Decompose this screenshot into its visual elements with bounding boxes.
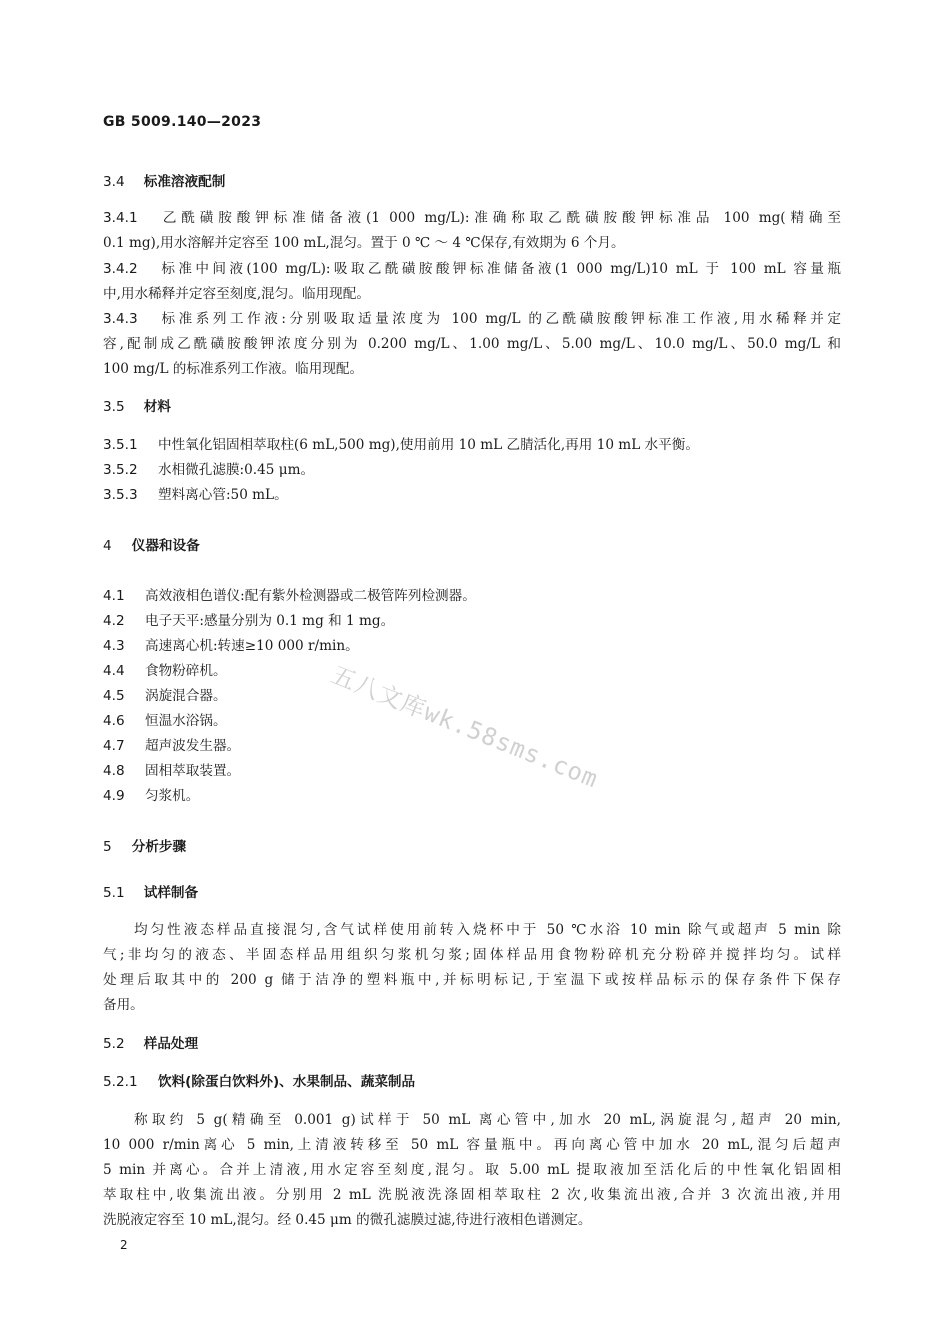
clause-number: 4.4 [103,663,125,679]
paragraph-line [103,208,841,228]
clause-number: 3.4.1 [103,210,138,226]
paragraph-line: 气;非均匀的液态、半固态样品用组织匀浆机匀浆;固体样品用食物粉碎机充分粉碎并搅拌均匀。试样 [103,947,841,963]
clause-text: 乙酰磺胺酸钾标准储备液(1 000 mg/L):准确称取乙酰磺胺酸钾标准品 100 mg(精确至 [158,210,841,226]
paragraph-line: 100 mg/L 的标准系列工作液。临用现配。 [103,361,364,377]
clause-number: 4.5 [103,688,125,704]
clause-number: 4.1 [103,588,125,604]
list-item [103,611,841,631]
clause-text: 涡旋混合器。 [145,688,227,704]
section-number: 3.5 [103,399,125,415]
list-item [103,661,841,681]
paragraph-line: 容,配制成乙酰磺胺酸钾浓度分别为 0.200 mg/L、1.00 mg/L、5.00 mg/L、10.0 mg/L、50.0 mg/L 和 [103,336,841,352]
section-heading-5-2-1 [103,1072,415,1092]
clause-text: 匀浆机。 [145,788,200,804]
section-heading-5-2 [103,1034,198,1054]
paragraph-line: 5 min 并离心。合并上清液,用水定容至刻度,混匀。取 5.00 mL 提取液加至活化后的中性氧化铝固相 [103,1162,841,1178]
paragraph-line: 备用。 [103,997,144,1013]
clause-text: 高速离心机:转速≥10 000 r/min。 [145,638,359,654]
clause-number: 4.7 [103,738,125,754]
clause-text: 塑料离心管:50 mL。 [158,487,288,503]
paragraph-line: 洗脱液定容至 10 mL,混匀。经 0.45 μm 的微孔滤膜过滤,待进行液相色谱测定。 [103,1212,592,1228]
clause-text: 恒温水浴锅。 [145,713,227,729]
paragraph-line: 称取约 5 g(精确至 0.001 g)试样于 50 mL 离心管中,加水 20 mL,涡旋混匀,超声 20 min, [134,1112,841,1128]
clause-number: 4.2 [103,613,125,629]
paragraph-line: 0.1 mg),用水溶解并定容至 100 mL,混匀。置于 0 ℃ ～ 4 ℃保存,有效期为 6 个月。 [103,235,625,251]
list-item [103,586,841,606]
section-number: 5.1 [103,885,125,901]
section-heading-5-1 [103,883,198,903]
section-number: 5 [103,839,112,855]
paragraph-line [103,309,841,329]
clause-number: 3.5.3 [103,487,138,503]
list-item [103,435,841,455]
section-title: 材料 [143,399,171,415]
list-item [103,786,841,806]
clause-number: 3.5.2 [103,462,138,478]
section-number: 4 [103,538,112,554]
clause-number: 3.4.2 [103,261,138,277]
clause-text: 电子天平:感量分别为 0.1 mg 和 1 mg。 [145,613,395,629]
paragraph-line: 均匀性液态样品直接混匀,含气试样使用前转入烧杯中于 50 ℃水浴 10 min 除气或超声 5 min 除 [134,922,841,938]
clause-number: 4.9 [103,788,125,804]
section-heading-5 [103,837,186,857]
section-number: 3.4 [103,174,125,190]
clause-text: 中性氧化铝固相萃取柱(6 mL,500 mg),使用前用 10 mL 乙腈活化,再用 10 mL 水平衡。 [158,437,699,453]
section-number: 5.2.1 [103,1074,138,1090]
clause-text: 固相萃取装置。 [145,763,241,779]
clause-number: 4.6 [103,713,125,729]
section-heading-3-4 [103,172,225,192]
list-item [103,686,841,706]
page-number: 2 [120,1238,128,1252]
list-item [103,636,841,656]
paragraph-line: 10 000 r/min离心 5 min,上清液转移至 50 mL 容量瓶中。再向离心管中加水 20 mL,混匀后超声 [103,1137,841,1153]
section-title: 样品处理 [143,1036,199,1052]
clause-number: 4.8 [103,763,125,779]
section-title: 仪器和设备 [131,538,200,554]
clause-text: 标准中间液(100 mg/L):吸取乙酰磺胺酸钾标准储备液(1 000 mg/L)10 mL 于 100 mL 容量瓶 [158,261,841,277]
clause-text: 标准系列工作液:分别吸取适量浓度为 100 mg/L 的乙酰磺胺酸钾标准工作液,用水稀释并定 [158,311,841,327]
paragraph-line: 中,用水稀释并定容至刻度,混匀。临用现配。 [103,286,370,302]
clause-text: 高效液相色谱仪:配有紫外检测器或二极管阵列检测器。 [145,588,476,604]
clause-text: 食物粉碎机。 [145,663,227,679]
watermark: 五八文库wk.58sms.com [327,660,603,794]
section-title: 试样制备 [143,885,199,901]
section-title: 分析步骤 [131,839,187,855]
section-number: 5.2 [103,1036,125,1052]
clause-number: 3.5.1 [103,437,138,453]
section-title: 饮料(除蛋白饮料外)、水果制品、蔬菜制品 [158,1074,416,1090]
list-item [103,485,841,505]
paragraph-line [103,259,841,279]
list-item [103,460,841,480]
section-title: 标准溶液配制 [143,174,226,190]
clause-text: 超声波发生器。 [145,738,241,754]
paragraph-line: 萃取柱中,收集流出液。分别用 2 mL 洗脱液洗涤固相萃取柱 2 次,收集流出液,合并 3 次流出液,并用 [103,1187,841,1203]
standard-code: GB 5009.140—2023 [103,114,262,130]
section-heading-4 [103,536,200,556]
list-item [103,761,841,781]
paragraph-line: 处理后取其中的 200 g 储于洁净的塑料瓶中,并标明标记,于室温下或按样品标示的保存条件下保存 [103,972,841,988]
section-heading-3-5 [103,397,171,417]
clause-text: 水相微孔滤膜:0.45 μm。 [158,462,315,478]
clause-number: 4.3 [103,638,125,654]
clause-number: 3.4.3 [103,311,138,327]
